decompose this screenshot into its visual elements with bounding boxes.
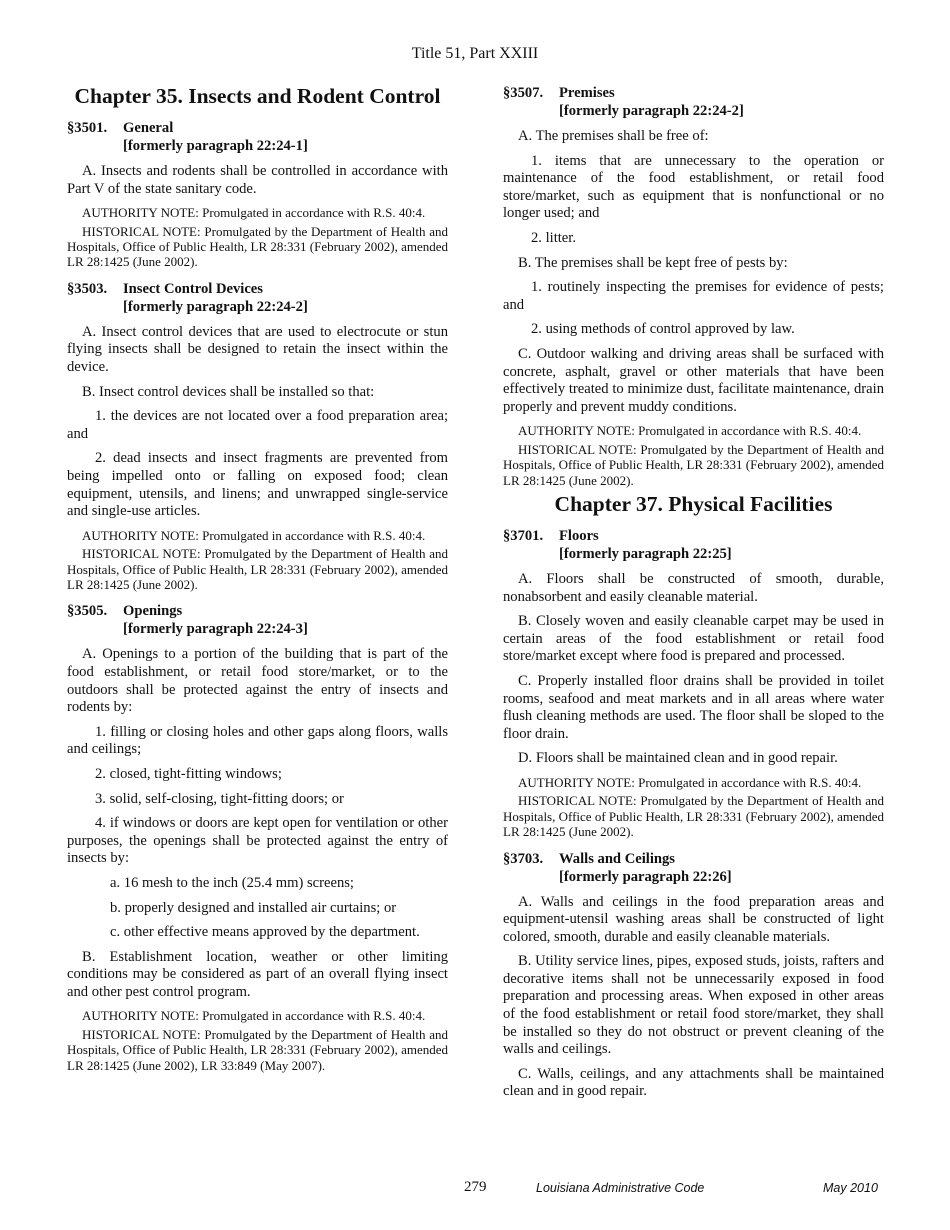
section-number: §3701. [503,527,544,544]
section-title: General [123,120,174,136]
sub-list-item: b. properly designed and installed air curtains; or [110,899,397,916]
authority-note: AUTHORITY NOTE: Promulgated in accordance with R.S. 40:4. [518,423,862,439]
chapter-35-title: Chapter 35. Insects and Rodent Control [74,84,441,108]
sub-list-item: c. other effective means approved by the department. [110,924,420,941]
paragraph: B. Insect control devices shall be installed so that: [82,383,375,400]
paragraph: A. Floors shall be constructed of smooth, durable, nonabsorbent and easily cleanable material. [503,570,884,605]
list-item: 4. if windows or doors are kept open for ventilation or other purposes, the openings shall be protected against the entry of insects by: [67,815,448,867]
historical-note: HISTORICAL NOTE: Promulgated by the Department of Health and Hospitals, Office of Public Health, LR 28:331 (February 2002), amended LR 28:1425 (June 2002). [503,793,885,840]
paragraph: A. Openings to a portion of the building that is part of the food establishment, or retail food store/market, or to the outdoors shall be protected against the entry of insects and rodents by: [67,646,448,716]
section-number: §3503. [67,280,108,297]
list-item: 2. using methods of control approved by law. [531,321,795,338]
list-item: 1. the devices are not located over a food preparation area; and [67,408,448,442]
section-number: §3501. [67,120,108,136]
historical-note: HISTORICAL NOTE: Promulgated by the Department of Health and Hospitals, Office of Public Health, LR 28:331 (February 2002), amended LR 28:1425 (June 2002). [67,546,449,592]
list-item: 1. routinely inspecting the premises for evidence of pests; and [503,279,884,313]
section-3701-heading [503,527,884,563]
running-header: Title 51, Part XXIII [411,45,539,62]
list-item: 3. solid, self-closing, tight-fitting doors; or [95,790,344,807]
section-number: §3505. [67,603,108,620]
paragraph: C. Walls, ceilings, and any attachments shall be maintained clean and in good repair. [503,1065,884,1100]
section-title: Walls and Ceilings [559,850,675,867]
right-column [503,84,884,1108]
authority-note: AUTHORITY NOTE: Promulgated in accordance with R.S. 40:4. [518,774,862,790]
section-title: Openings [123,603,183,620]
chapter-37-title: Chapter 37. Physical Facilities [554,491,833,516]
sub-list-item: a. 16 mesh to the inch (25.4 mm) screens; [110,874,354,891]
section-former-ref: [formerly paragraph 22:24-1] [123,138,308,154]
section-former-ref: [formerly paragraph 22:26] [559,868,732,885]
paragraph: A. Insect control devices that are used to electrocute or stun flying insects shall be designed to retain the insect within the device. [67,323,448,375]
section-former-ref: [formerly paragraph 22:24-2] [123,298,308,315]
section-3503-heading [67,280,448,316]
list-item: 2. dead insects and insect fragments are prevented from being impelled onto or falling on exposed food; clean equipment, utensils, and linens; and unwrapped single-service and single-use articles. [67,450,448,520]
historical-note: HISTORICAL NOTE: Promulgated by the Department of Health and Hospitals, Office of Public Health, LR 28:331 (February 2002), amended LR 28:1425 (June 2002), LR 33:849 (May 2007). [67,1026,449,1073]
section-3505-heading [67,602,448,638]
section-title: Premises [559,85,615,101]
section-former-ref: [formerly paragraph 22:25] [559,545,732,562]
paragraph: B. The premises shall be kept free of pests by: [518,254,788,271]
list-item: 2. litter. [531,229,576,246]
section-former-ref: [formerly paragraph 22:24-3] [123,621,308,638]
section-former-ref: [formerly paragraph 22:24-2] [559,103,744,119]
section-number: §3703. [503,850,544,867]
paragraph: B. Closely woven and easily cleanable carpet may be used in certain areas of the food establishment or retail food store/market except where food is prepared and processed. [503,613,884,665]
authority-note: AUTHORITY NOTE: Promulgated in accordance with R.S. 40:4. [82,1008,426,1024]
left-column [67,84,448,1076]
section-title: Insect Control Devices [123,280,263,297]
paragraph: A. The premises shall be free of: [518,128,709,144]
paragraph: C. Properly installed floor drains shall be provided in toilet rooms, seafood and meat markets and in all areas where water flush cleaning methods are used. The floor shall be sloped to the floor drain. [503,672,884,742]
authority-note: AUTHORITY NOTE: Promulgated in accordance with R.S. 40:4. [82,527,426,543]
authority-note: AUTHORITY NOTE: Promulgated in accordance with R.S. 40:4. [82,205,426,221]
paragraph: C. Outdoor walking and driving areas shall be surfaced with concrete, asphalt, gravel or other materials that have been effectively treated to minimize dust, facilitate maintenance, drain properly and prevent muddy conditions. [503,345,884,415]
paragraph: A. Insects and rodents shall be controlled in accordance with Part V of the state sanitary code. [67,163,448,197]
list-item: 2. closed, tight-fitting windows; [95,765,282,782]
paragraph: B. Establishment location, weather or other limiting conditions may be considered as part of an overall flying insect and other pest control program. [67,948,448,1000]
list-item: 1. items that are unnecessary to the operation or maintenance of the food establishment, or retail food store/market, such as equipment that is nonfunctional or no longer used; and [503,152,884,222]
page-number: 279 [464,1179,487,1195]
section-3507-heading [503,84,884,120]
publication-date: May 2010 [823,1181,878,1195]
page-footer [0,1179,950,1199]
section-title: Floors [559,527,599,544]
paragraph: D. Floors shall be maintained clean and in good repair. [518,750,838,767]
section-3703-heading [503,850,884,886]
list-item: 1. filling or closing holes and other gaps along floors, walls and ceilings; [67,723,448,758]
historical-note: HISTORICAL NOTE: Promulgated by the Department of Health and Hospitals, Office of Public Health, LR 28:331 (February 2002), amended LR 28:1425 (June 2002). [503,441,885,488]
publication-name: Louisiana Administrative Code [536,1181,705,1195]
historical-note: HISTORICAL NOTE: Promulgated by the Department of Health and Hospitals, Office of Public Health, LR 28:331 (February 2002), amended LR 28:1425 (June 2002). [67,223,449,270]
paragraph: A. Walls and ceilings in the food preparation areas and equipment-utensil washing areas shall be constructed of light colored, smooth, durable and easily cleanable materials. [503,893,884,945]
section-number: §3507. [503,85,544,101]
paragraph: B. Utility service lines, pipes, exposed studs, joists, rafters and decorative items shall not be unnecessarily exposed in food preparation and processing areas. When exposed in other areas of the food establishment or retail food store/market, they shall be installed so they do not obstruct or prevent cleaning of the walls and ceilings. [503,953,884,1058]
section-3501-heading [67,119,448,155]
